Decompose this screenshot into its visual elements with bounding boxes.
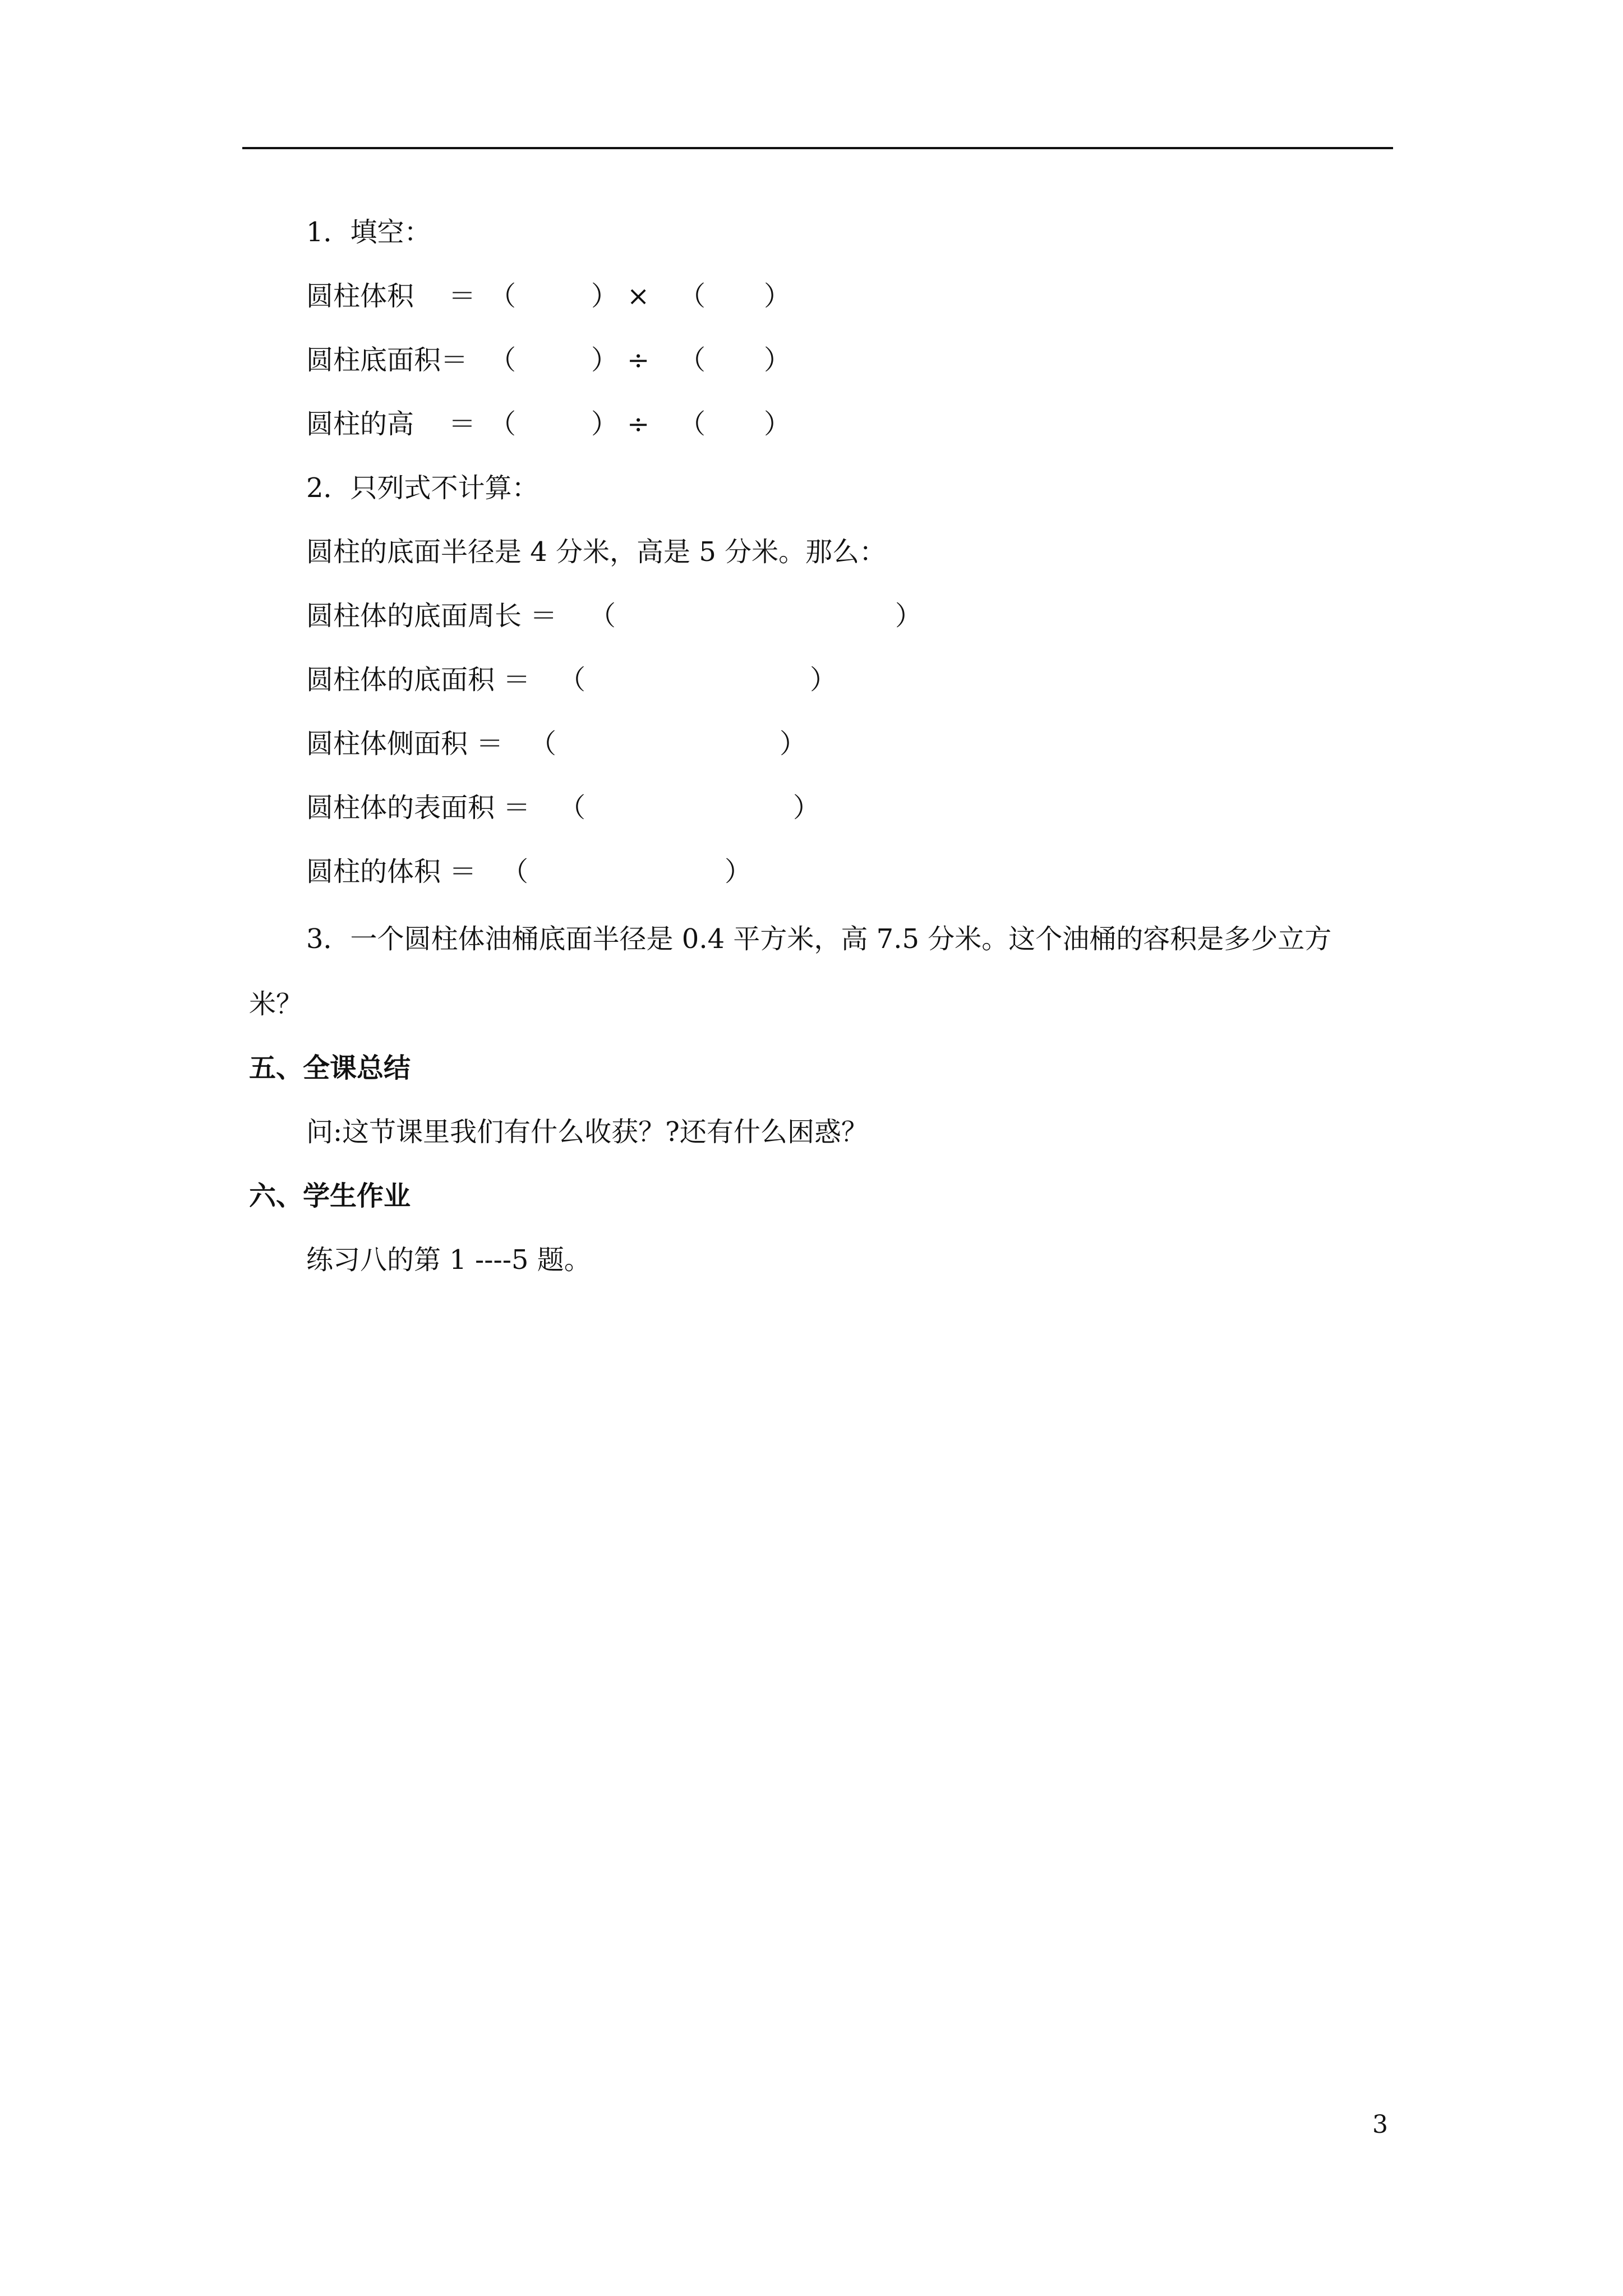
q1-open-paren: （	[489, 280, 517, 312]
section-6-heading: 六、学生作业	[249, 1180, 411, 1212]
q1-row-label: 圆柱底面积	[306, 344, 441, 376]
page-number: 3	[1372, 2110, 1388, 2139]
header-rule	[242, 147, 1393, 149]
q2-title: 2．只列式不计算：	[306, 472, 539, 504]
q1-close-paren: ）	[591, 408, 619, 440]
q1-close-paren: ）	[764, 344, 791, 376]
q1-close-paren: ）	[764, 408, 791, 440]
q1-operator: ÷	[627, 408, 650, 440]
q1-row-label: 圆柱体积	[306, 280, 414, 312]
section-5-heading: 五、全课总结	[249, 1052, 411, 1084]
q2-row-label: 圆柱体的底面积 ＝	[306, 664, 531, 696]
section-5-text: 问:这节课里我们有什么收获？?还有什么困惑？	[306, 1116, 868, 1148]
q2-close-paren: ）	[725, 856, 752, 887]
q3-text-line-2: 米？	[249, 988, 303, 1020]
q2-row-label: 圆柱体的底面周长 ＝	[306, 600, 557, 632]
q2-close-paren: ）	[793, 792, 820, 823]
q3-text-line-1: 3．一个圆柱体油桶底面半径是 0.4 平方米，高 7.5 分米。这个油桶的容积是多少立方	[306, 923, 1332, 955]
q2-row-label: 圆柱体侧面积 ＝	[306, 728, 504, 760]
q1-open-paren: （	[489, 408, 517, 440]
q1-equals-sign: ＝	[449, 280, 476, 312]
q2-open-paren: （	[501, 856, 529, 887]
q2-close-paren: ）	[895, 600, 923, 632]
section-6-text: 练习八的第 1 ----5 题。	[306, 1244, 591, 1276]
q1-close-paren: ）	[764, 280, 791, 312]
q2-open-paren: （	[529, 728, 557, 760]
q1-open-paren: （	[679, 344, 706, 376]
q1-title: 1．填空：	[306, 217, 431, 248]
q2-close-paren: ）	[780, 728, 807, 760]
q1-open-paren: （	[679, 280, 706, 312]
q1-equals-sign: ＝	[449, 408, 476, 440]
q1-open-paren: （	[679, 408, 706, 440]
q2-close-paren: ）	[810, 664, 837, 696]
q2-given: 圆柱的底面半径是 4 分米，高是 5 分米。那么：	[306, 536, 887, 568]
q2-open-paren: （	[559, 664, 586, 696]
q1-close-paren: ）	[591, 280, 619, 312]
q2-open-paren: （	[589, 600, 616, 632]
q2-open-paren: （	[559, 792, 586, 823]
q2-row-label: 圆柱的体积 ＝	[306, 856, 477, 887]
q1-open-paren: （	[489, 344, 517, 376]
q1-row-label: 圆柱的高	[306, 408, 414, 440]
q1-equals-sign: ＝	[441, 344, 468, 376]
q1-operator: ×	[627, 280, 650, 312]
q1-operator: ÷	[627, 344, 650, 376]
q2-row-label: 圆柱体的表面积 ＝	[306, 792, 531, 823]
q1-close-paren: ）	[591, 344, 619, 376]
